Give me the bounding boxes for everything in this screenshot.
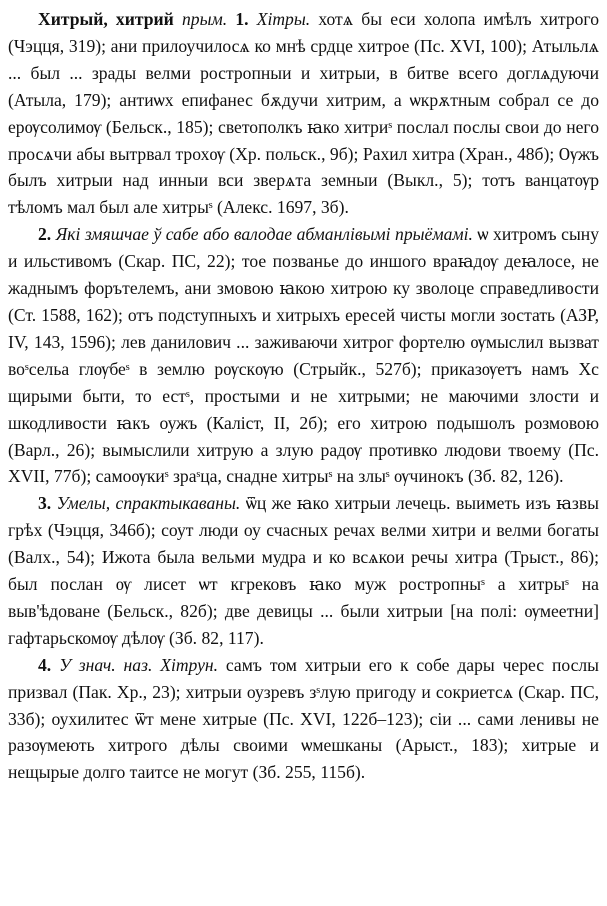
sense-4-paragraph xyxy=(8,652,599,787)
headword: Хитрый, хитрий xyxy=(38,9,174,29)
sense-gloss: У знач. наз. Хітрун. xyxy=(59,654,219,675)
sense-number: 1. xyxy=(235,9,249,29)
part-of-speech: прым. xyxy=(181,9,228,29)
sense-3-paragraph xyxy=(8,490,599,651)
sense-2-paragraph xyxy=(8,221,599,490)
sense-gloss: Умелы, спрактыкаваны. xyxy=(56,493,241,514)
sense-number: 3. xyxy=(38,493,52,514)
sense-gloss: Які змяшчае ў сабе або валодае абманлівымі прыёмамі. xyxy=(55,224,473,245)
sense-citations: хотѧ бы еси холопа имѣлъ хитрого (Чэцця, 319); ани прилоучилосѧ ко мнѣ срдце хитрое (Пс. XVI, 100); Атыльлѧ ... был ... зрады велми ростропныи и хитрыи, в битве всего доглѧдуючи (Атыла, 179); антиѡх епифанес бѫдучи хитрим, а ѡкрѫтным собрал се до ерѹсолимѹ (Бельск., 185); светополкъ ꙗко хитриˢ послал послы свои до него просѧчи абы вытрвал трохѹ (Хр. польск., 9б); Рахил хитра (Хран., 48б); Ѹжъ былъ хитрыи над инныи вси зверѧта земныи (Выкл., 5); тотъ ванцатѹр тѣломъ мал был але хитрыˢ (Алекс. 1697, 3б). xyxy=(8,9,599,218)
sense-1-paragraph xyxy=(8,6,599,221)
sense-citations: ѿц же ꙗко хитрыи лечець. выиметь изъ ꙗзвы грѣх (Чэцця, 346б); соут люди оу счасных речах велми хитри и велми богаты (Валх., 54); Ижота была вельми мудра и ко всѧкои речы хитра (Трыст., 86); был послан ѹ лисет ѡт кгрековъ ꙗко муж ростропныˢ а хитрыˢ на выв'ѣдоване (Бельск., 82б); две девицы ... были хитрыи [на полі: ѹмеетни] гафтарьскомѹ дѣлѹ (Зб. 82, 117). xyxy=(8,493,599,648)
sense-number: 2. xyxy=(38,224,52,245)
sense-gloss: Хітры. xyxy=(256,9,311,29)
sense-citations: самъ том хитрыи его к собе дары черес послы призвал (Пак. Хр., 23); хитрыи оузревъ зˢлую пригоду и сокриетсѧ (Скар. ПС, 33б); оухилитес ѿт мене хитрые (Пс. XVI, 122б–123); сіи ... сами ленивы не разѹмеють хитрого дѣлы своими ѡмешканы (Арыст., 183); хитрые и нещырые долго таитсе не могут (Зб. 255, 115б). xyxy=(8,654,599,783)
sense-citations: ѡ хитромъ сыну и ильстивомъ (Скар. ПС, 22); тое позванье до иншого враꙗдѹ деꙗлосе, не жаднымъ форътелемъ, ани змовою ꙗкою хитрою ку зволоце справедливости (Ст. 1588, 162); отъ подступныхъ и хитрыхъ ересей чисты могли зостать (АЗР, IV, 143, 1596); лев данилович ... заживаючи хитрог фортелю ѹмыслил вызват воˢсельа глѹбеˢ в землю рѹскѹю (Стрыйк., 527б); приказѹетъ намъ Хс щирыми быти, то естˢ, простыми и не хитрыми; не маючими злости и шкодливости ꙗкъ оужъ (Каліст, II, 2б); его хитрою подышолъ розмовою (Варл., 26); вымыслили хитрую а злую радѹ противко людови твоему (Пс. XVII, 77б); самоѹкиˢ зраˢца, снадне хитрыˢ на злыˢ ѹчинокъ (Зб. 82, 126). xyxy=(8,224,599,487)
sense-number: 4. xyxy=(38,654,52,675)
